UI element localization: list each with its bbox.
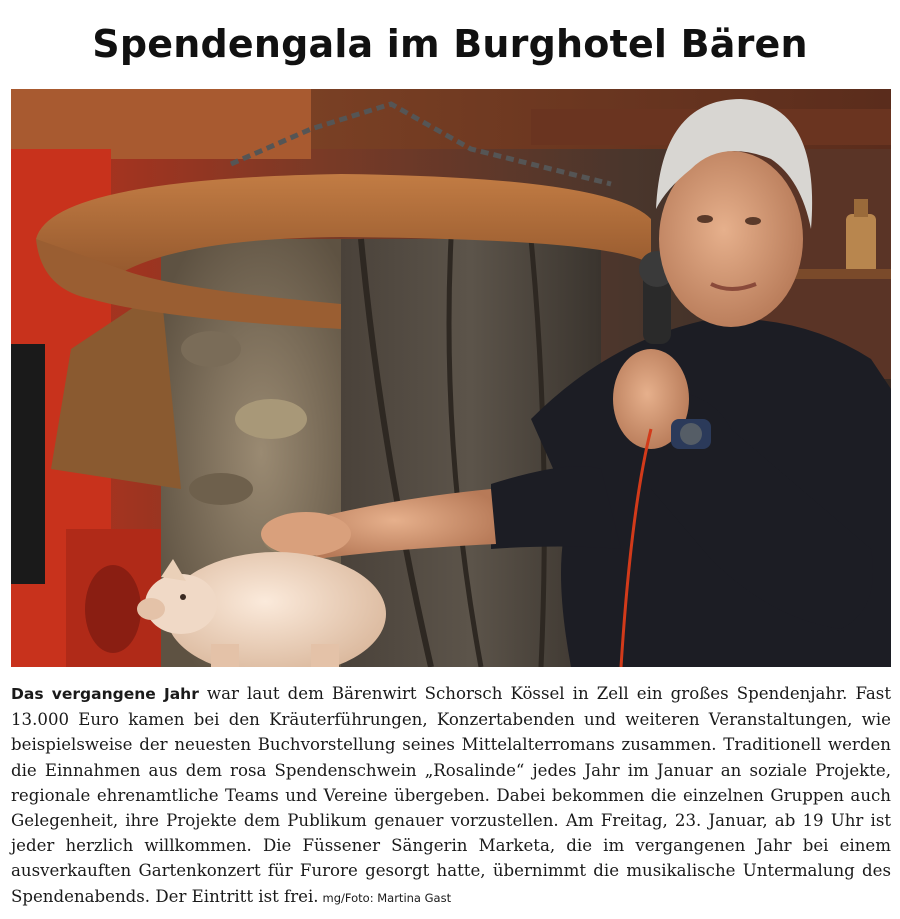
photo-credit: mg/Foto: Martina Gast [322,890,452,905]
article-photo [11,89,891,667]
caption-lead: Das vergangene Jahr [11,685,199,703]
caption-body: war laut dem Bärenwirt Schorsch Kössel in Zell ein großes Spendenjahr. Fast 13.000 Euro kamen bei den Kräuterführungen, Konzertabenden und weiteren Veranstaltungen, wie beispielsweise der neuesten Buchvorstellung seines Mittelalterromans zusammen. Traditionell werden die Einnahmen aus dem rosa Spendenschwein „Rosalinde“ jedes Jahr im Januar an soziale Projekte, regionale ehrenamtliche Teams und Vereine übergeben. Dabei bekommen die einzelnen Gruppen auch Gelegenheit, ihre Projekte dem Publikum genauer vorzustellen. Am Freitag, 23. Januar, ab 19 Uhr ist jeder herzlich willkommen. Die Füssener Sängerin Marketa, die im vergangenen Jahr bei einem ausverkauften Gartenkonzert für Furore gesorgt hatte, übernimmt die musikalische Untermalung des Spendenabends. Der Eintritt ist frei. [11,684,891,906]
photo-caption [11,681,891,911]
headline: Spendengala im Burghotel Bären [92,22,808,66]
